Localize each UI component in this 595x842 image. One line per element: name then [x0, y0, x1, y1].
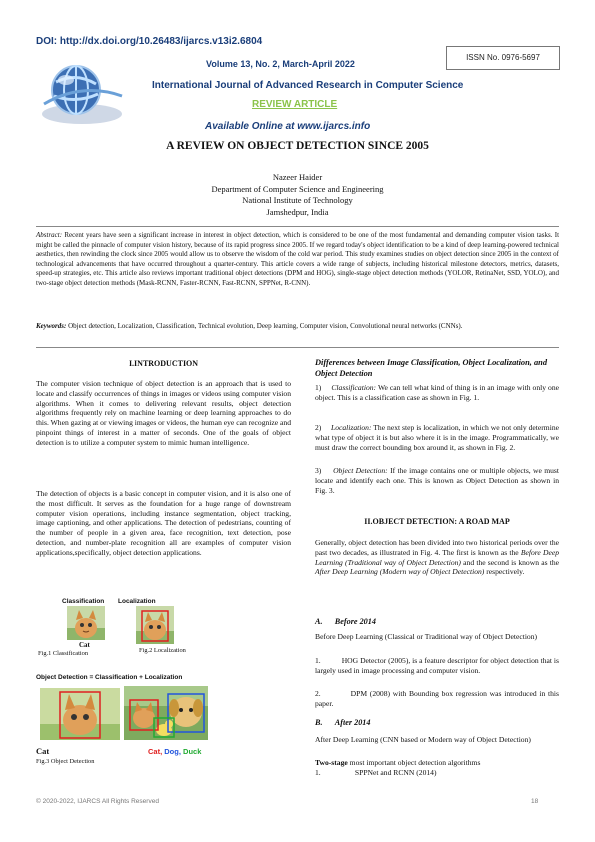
keywords: [36, 322, 559, 332]
journal-volume: Volume 13, No. 2, March-April 2022: [206, 59, 355, 69]
fig1-label: Classification: [62, 598, 105, 605]
divider: [36, 226, 559, 227]
fig2-cat-image: [136, 606, 174, 644]
fig3-multi-object-image: [124, 686, 208, 740]
fig3-multi-labels: [148, 747, 201, 756]
roadmap-after-dl: After Deep Learning (Modern way of Object Detection): [315, 567, 485, 577]
intro-paragraph-1: The computer vision technique of object detection is an approach that is used to locate and classify occurrences of things in images or videos using computer vision algorithms. When it comes to delivering relevant results, object detection algorithms frequently rely on machine learning or deep learning approaches to do this. When gazing at or viewing images or videos, the human eye can recognize and pinpoint things of interest in a matter of seconds. One of the goals of object detection is to utilize a computer system to mimic human intelligence.: [36, 379, 292, 447]
item-text: DPM (2008) with Bounding box regression was introduced in this paper.: [315, 689, 559, 708]
abstract: [36, 231, 559, 289]
two-stage-text: most important object detection algorithms: [347, 758, 481, 767]
two-stage-bold: Two-stage: [315, 758, 348, 767]
fig3-label-dog: Dog,: [164, 747, 181, 756]
fig2-caption: Fig.2 Localization: [139, 647, 186, 654]
fig2-label: Localization: [118, 598, 156, 605]
fig1-object-label: Cat: [79, 641, 90, 649]
author-name: Nazeer Haider: [272, 172, 323, 182]
journal-name: International Journal of Advanced Research in Computer Science: [152, 80, 464, 91]
after-item: [315, 768, 559, 778]
roadmap-text-3: respectively.: [486, 567, 525, 577]
fig3-cat-label: Cat: [36, 746, 50, 756]
before-intro: Before Deep Learning (Classical or Traditional way of Object Detection): [315, 632, 538, 641]
item-number: 1.: [315, 768, 321, 777]
intro-paragraph-2: The detection of objects is a basic concept in computer vision, and it is also one of the most difficult. It serves as the foundation for a huge range of downstream computer vision operations, including instance segmentation, object tracking, image captioning, and other applications. The detection of pedestrians, counting of the number of people in a given area, face recognition, text detection, pose detection, and number-plate recognition all are examples of computer vision applications,specifically, object detection applications.: [36, 489, 291, 557]
author-department: Department of Computer Science and Engineering: [211, 183, 384, 194]
subsection-heading-after-2014: B. After 2014: [315, 718, 371, 727]
item-text: SPPNet and RCNN (2014): [354, 768, 437, 777]
article-type: REVIEW ARTICLE: [252, 99, 338, 110]
keywords-text: Object detection, Localization, Classification, Technical evolution, Deep learning, Computer vision, Convolutional neural networks (CNNs).: [68, 322, 463, 330]
fig3-label-cat: Cat,: [148, 747, 163, 756]
difference-item: [315, 466, 559, 495]
item-number: 2): [315, 423, 322, 432]
fig1-caption: Fig.1 Classification: [38, 650, 89, 657]
item-number: 2.: [315, 689, 321, 698]
differences-heading: Differences between Image Classification, Object Localization, and Object Detection: [315, 358, 548, 378]
item-label: Localization:: [330, 423, 372, 432]
author-block: [0, 172, 595, 218]
footer-copyright: © 2020-2022, IJARCS All Rights Reserved: [36, 798, 159, 805]
journal-website[interactable]: Available Online at www.ijarcs.info: [205, 121, 371, 132]
roadmap-paragraph: [315, 538, 559, 577]
section-heading-roadmap: II.OBJECT DETECTION: A ROAD MAP: [364, 517, 510, 526]
after-intro: After Deep Learning (CNN based or Modern way of Object Detection): [315, 735, 531, 744]
author-city: Jamshedpur, India: [266, 206, 329, 217]
fig3-single-cat-image: [40, 688, 120, 740]
subsection-heading-before-2014: A. Before 2014: [315, 617, 376, 626]
fig3-title: Object Detection = Classification + Localization: [36, 674, 183, 681]
issn-box: ISSN No. 0976-5697: [446, 46, 560, 70]
item-number: 3): [315, 466, 322, 475]
item-label: Classification:: [331, 383, 377, 392]
before-item: [315, 689, 559, 709]
doi-link[interactable]: DOI: http://dx.doi.org/10.26483/ijarcs.v13i2.6804: [36, 36, 263, 47]
item-text: HOG Detector (2005), is a feature descriptor for object detection that is largely used in image processing and computer vision.: [315, 656, 559, 675]
fig1-cat-image: [67, 606, 105, 640]
difference-item: [315, 423, 559, 452]
keywords-label: Keywords:: [36, 322, 67, 330]
item-number: 1): [315, 383, 322, 392]
section-heading-introduction: I.INTRODUCTION: [128, 359, 199, 368]
two-stage-line: [315, 758, 559, 768]
item-label: Object Detection:: [333, 466, 388, 475]
roadmap-text-1: Generally, object detection has been divided into two historical periods over the past two decades, as illustrated in Fig. 4. The first is known as the: [315, 538, 559, 557]
abstract-label: Abstract:: [36, 231, 63, 239]
difference-item: [315, 383, 559, 403]
roadmap-before-dl: Before Deep Learning (Traditional way of Object Detection): [315, 547, 560, 567]
item-number: 1.: [315, 656, 321, 665]
item-text: If the image contains one or multiple objects, we must locate and identify each one. This is known as Object Detection as shown in Fig. 3.: [315, 466, 559, 495]
fig3-caption: Fig.3 Object Detection: [36, 758, 95, 765]
item-text: The next step is localization, in which we not only determine what type of object it is but also where it is in the image. Programmatically, we must draw the correct bounding box around it, as shown in Fig. 2.: [315, 423, 559, 452]
journal-logo: [36, 52, 128, 132]
author-institute: National Institute of Technology: [242, 195, 353, 205]
divider: [36, 347, 559, 348]
paper-title: A REVIEW ON OBJECT DETECTION SINCE 2005: [166, 140, 429, 152]
fig3-label-duck: Duck: [183, 747, 202, 756]
roadmap-text-2: and the second is known as the: [463, 557, 560, 567]
abstract-text: Recent years have seen a significant increase in interest in object detection, which is considered to be one of the most fundamental and demanding computer vision tasks. It might be called the pinnacle of computer vision history, because of its rapid progress since 2005. If we regard today's object identification to be a kind of deep learning-powered technical aesthetics, then rewinding the clock since 2005 would allow us to observe the wisdom of the cold war period. This study examines studies on object detection since 2005 in the context of technological advancements that have occurred throughout a quarter-century. This article covers a wide range of subjects, including historical milestone detectors, metrics, datasets, speed-up strategies, etc. This article also reviews important traditional object detections (DPM and HOG), single-stage object detection methods (YOLOR, RetinaNet, SSD, YOLO), and two-stage object detection methods (Mask-RCNN, Faster-RCNN, Fast-RCNN, SPPNet, R-CNN).: [36, 231, 560, 287]
page-number: 18: [531, 798, 539, 805]
item-text: We can tell what kind of thing is in an image with only one object. This is a classification case as shown in Fig. 1.: [315, 383, 560, 402]
before-item: [315, 656, 559, 676]
